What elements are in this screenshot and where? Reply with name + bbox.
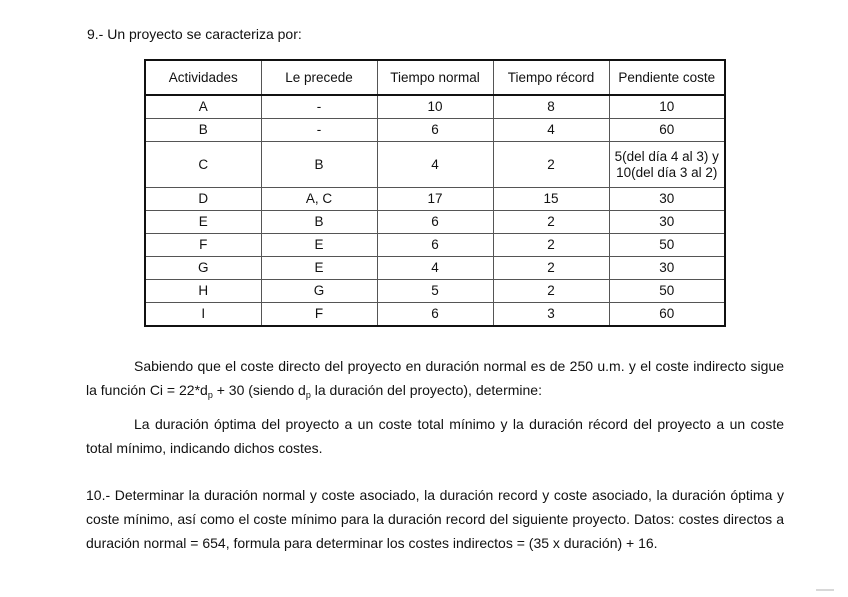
cell-actividad: A bbox=[145, 95, 261, 119]
problem-10-paragraph: 10.- Determinar la duración normal y coste asociado, la duración record y coste asociado, la duración óptima y coste mínimo, así como el coste mínimo para la duración record del siguiente proyecto. Datos: costes directos a duración normal = 654, formula para determinar los costes indirectos = (35 x duración) + 16. bbox=[86, 487, 784, 551]
cell-pendiente-coste: 30 bbox=[609, 211, 725, 234]
cell-precede: E bbox=[261, 257, 377, 280]
table-header-row bbox=[145, 60, 725, 95]
cell-precede: - bbox=[261, 119, 377, 142]
problem-9-paragraph-2: La duración óptima del proyecto a un coste total mínimo y la duración récord del proyecto a un coste total mínimo, indicando dichos costes. bbox=[86, 416, 784, 456]
paragraph-1-text-c: la duración del proyecto), determine: bbox=[310, 382, 542, 398]
paragraph-1-text-a: Sabiendo que el coste directo del proyecto en duración normal es de 250 u.m. y el coste indirecto sigue la función Ci = 22*d bbox=[86, 358, 784, 398]
cell-actividad: D bbox=[145, 188, 261, 211]
cell-precede: A, C bbox=[261, 188, 377, 211]
cell-tiempo-record: 2 bbox=[493, 257, 609, 280]
table-row bbox=[145, 257, 725, 280]
cell-actividad: I bbox=[145, 303, 261, 327]
table-row bbox=[145, 211, 725, 234]
cell-tiempo-record: 3 bbox=[493, 303, 609, 327]
cell-tiempo-normal: 6 bbox=[377, 234, 493, 257]
cell-tiempo-record: 2 bbox=[493, 234, 609, 257]
cell-tiempo-record: 15 bbox=[493, 188, 609, 211]
table-row bbox=[145, 142, 725, 188]
cell-tiempo-normal: 6 bbox=[377, 119, 493, 142]
table-row bbox=[145, 188, 725, 211]
header-tiempo-normal: Tiempo normal bbox=[377, 60, 493, 95]
cell-pendiente-coste: 50 bbox=[609, 280, 725, 303]
problem-9-paragraph-1 bbox=[86, 354, 784, 402]
table-row bbox=[145, 234, 725, 257]
subscript-p: p bbox=[305, 390, 311, 400]
cell-pendiente-coste: 50 bbox=[609, 234, 725, 257]
table-row bbox=[145, 303, 725, 327]
cell-precede: G bbox=[261, 280, 377, 303]
cell-actividad: H bbox=[145, 280, 261, 303]
problem-9-heading: 9.- Un proyecto se caracteriza por: bbox=[87, 26, 302, 42]
cell-tiempo-record: 2 bbox=[493, 142, 609, 188]
cell-tiempo-record: 8 bbox=[493, 95, 609, 119]
page-mark bbox=[816, 589, 834, 591]
cell-tiempo-normal: 17 bbox=[377, 188, 493, 211]
cell-actividad: B bbox=[145, 119, 261, 142]
header-actividades: Actividades bbox=[145, 60, 261, 95]
cell-pendiente-coste: 30 bbox=[609, 188, 725, 211]
cell-pendiente-coste: 10 bbox=[609, 95, 725, 119]
cell-precede: - bbox=[261, 95, 377, 119]
paragraph-1-text-b: + 30 (siendo d bbox=[212, 382, 306, 398]
cell-tiempo-record: 2 bbox=[493, 280, 609, 303]
header-le-precede: Le precede bbox=[261, 60, 377, 95]
cell-actividad: C bbox=[145, 142, 261, 188]
cell-tiempo-record: 2 bbox=[493, 211, 609, 234]
cell-tiempo-record: 4 bbox=[493, 119, 609, 142]
table-row bbox=[145, 119, 725, 142]
activities-table bbox=[144, 59, 726, 327]
cell-precede: B bbox=[261, 142, 377, 188]
subscript-p: p bbox=[207, 390, 213, 400]
header-tiempo-record: Tiempo récord bbox=[493, 60, 609, 95]
cell-tiempo-normal: 4 bbox=[377, 142, 493, 188]
cell-pendiente-coste: 5(del día 4 al 3) y 10(del día 3 al 2) bbox=[609, 142, 725, 188]
cell-tiempo-normal: 5 bbox=[377, 280, 493, 303]
cell-actividad: F bbox=[145, 234, 261, 257]
table-row bbox=[145, 95, 725, 119]
cell-precede: E bbox=[261, 234, 377, 257]
cell-tiempo-normal: 10 bbox=[377, 95, 493, 119]
cell-pendiente-coste: 60 bbox=[609, 119, 725, 142]
cell-tiempo-normal: 6 bbox=[377, 303, 493, 327]
cell-tiempo-normal: 6 bbox=[377, 211, 493, 234]
cell-pendiente-coste: 60 bbox=[609, 303, 725, 327]
cell-tiempo-normal: 4 bbox=[377, 257, 493, 280]
cell-precede: F bbox=[261, 303, 377, 327]
cell-pendiente-coste: 30 bbox=[609, 257, 725, 280]
cell-actividad: E bbox=[145, 211, 261, 234]
header-pendiente-coste: Pendiente coste bbox=[609, 60, 725, 95]
table-row bbox=[145, 280, 725, 303]
cell-precede: B bbox=[261, 211, 377, 234]
cell-actividad: G bbox=[145, 257, 261, 280]
